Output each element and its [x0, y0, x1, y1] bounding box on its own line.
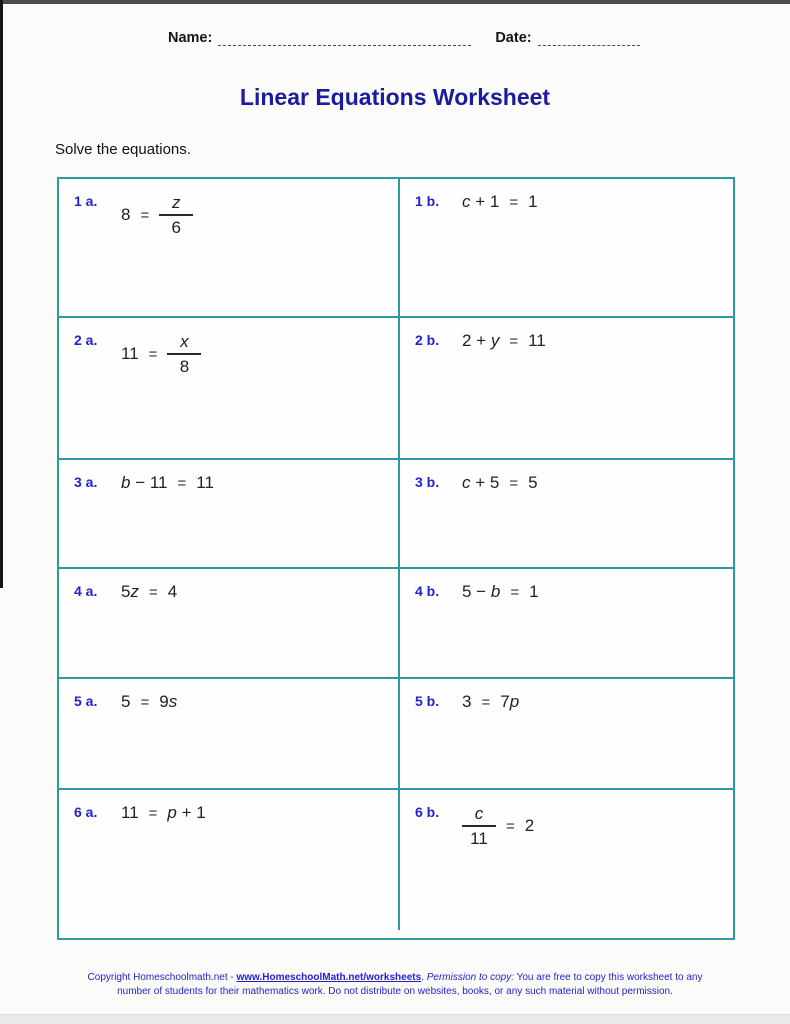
equation [462, 473, 538, 493]
problem-number: 1 b. [415, 193, 440, 209]
equation-text: 11 [121, 344, 139, 363]
equation [121, 331, 201, 377]
equals-sign: = [509, 193, 519, 211]
equation [121, 473, 214, 493]
footer-period: . [421, 972, 427, 983]
equation [121, 192, 193, 238]
fraction [167, 331, 201, 377]
equals-sign: = [148, 804, 158, 822]
fraction-numerator: z [159, 192, 193, 216]
equation-text: 2 [524, 816, 535, 835]
variable: c [462, 473, 471, 492]
equation-text: 5 [121, 582, 131, 601]
equals-sign: = [177, 474, 187, 492]
problem-number: 6 a. [74, 804, 98, 820]
fraction [159, 192, 193, 238]
problem-number: 6 b. [415, 804, 440, 820]
problem-cell [59, 318, 400, 460]
equation-text: 3 [462, 692, 472, 711]
equation [462, 192, 538, 212]
footer [0, 971, 790, 998]
problem-number: 4 b. [415, 583, 440, 599]
equation-text: 5 − [462, 582, 491, 601]
name-label: Name: [168, 30, 213, 46]
problem-cell [59, 790, 400, 930]
equals-sign: = [148, 345, 158, 363]
fraction-denominator: 8 [179, 357, 190, 376]
equation [462, 331, 546, 351]
equals-sign: = [509, 332, 519, 350]
date-label: Date: [495, 30, 532, 46]
problem-number: 2 a. [74, 332, 98, 348]
equals-sign: = [510, 583, 520, 601]
variable: p [509, 692, 520, 711]
problem-number: 3 a. [74, 474, 98, 490]
equation [462, 803, 534, 849]
scan-edge-bottom [0, 1014, 790, 1024]
footer-permission-text: You are free to copy this worksheet to any [514, 972, 703, 983]
equation [121, 692, 177, 712]
equation-text: 4 [167, 582, 178, 601]
scan-edge-top [0, 0, 790, 4]
variable: z [130, 582, 139, 601]
problem-cell [59, 679, 400, 790]
variable: s [168, 692, 178, 711]
fraction-denominator: 11 [470, 829, 488, 848]
equation-text: 9 [159, 692, 169, 711]
equation-text: 8 [121, 205, 131, 224]
problem-number: 2 b. [415, 332, 440, 348]
instructions-text: Solve the equations. [55, 141, 191, 158]
page-title: Linear Equations Worksheet [239, 84, 551, 110]
equation-text: 11 [196, 473, 214, 492]
variable: p [167, 803, 177, 822]
problem-cell [59, 460, 400, 569]
fraction [462, 803, 496, 849]
equals-sign: = [148, 583, 158, 601]
equation-text: 5 [528, 473, 538, 492]
problem-cell [400, 460, 733, 569]
equation-text: + 5 [470, 473, 500, 492]
problem-number: 4 a. [74, 583, 98, 599]
equation-text: 11 [121, 803, 139, 822]
equals-sign: = [140, 206, 150, 224]
equation [462, 582, 539, 602]
footer-copyright-text: Copyright Homeschoolmath.net - [87, 972, 237, 983]
problem-cell [400, 790, 733, 930]
equation-text: + 1 [176, 803, 206, 822]
name-blank-line [218, 30, 471, 46]
problem-cell [59, 569, 400, 679]
footer-permission-label: Permission to copy: [426, 972, 514, 983]
header-row [168, 30, 640, 46]
equals-sign: = [506, 817, 515, 835]
fraction-numerator: x [167, 331, 201, 355]
equals-sign: = [481, 693, 491, 711]
footer-line-1 [0, 971, 790, 985]
problem-number: 3 b. [415, 474, 440, 490]
problem-number: 5 b. [415, 693, 440, 709]
problem-cell [400, 318, 733, 460]
equals-sign: = [140, 693, 150, 711]
problem-cell [400, 179, 733, 318]
problems-table [57, 177, 735, 940]
problem-number: 5 a. [74, 693, 98, 709]
equation-text: 1 [529, 582, 539, 601]
equation-text: + 1 [470, 192, 500, 211]
equation-text: 11 [528, 331, 546, 350]
variable: b [490, 582, 501, 601]
date-blank-line [538, 30, 640, 46]
equation-text: − 11 [130, 473, 168, 492]
problem-cell [59, 179, 400, 318]
equation [121, 582, 177, 602]
variable: c [462, 192, 471, 211]
problem-cell [400, 569, 733, 679]
equals-sign: = [509, 474, 519, 492]
problem-cell [400, 679, 733, 790]
variable: y [490, 331, 500, 350]
equation-text: 5 [121, 692, 131, 711]
footer-line-2: number of students for their mathematics work. Do not distribute on websites, books, or any such material without permission. [117, 985, 673, 997]
equation-text: 7 [500, 692, 510, 711]
fraction-denominator: 6 [171, 218, 181, 237]
equation [462, 692, 519, 712]
problem-number: 1 a. [74, 193, 98, 209]
fraction-numerator: c [462, 803, 496, 827]
equation-text: 1 [528, 192, 538, 211]
footer-worksheets-link[interactable]: www.HomeschoolMath.net/worksheets [236, 972, 422, 983]
equation-text: 2 + [462, 331, 491, 350]
equation [121, 803, 206, 823]
variable: b [121, 473, 131, 492]
